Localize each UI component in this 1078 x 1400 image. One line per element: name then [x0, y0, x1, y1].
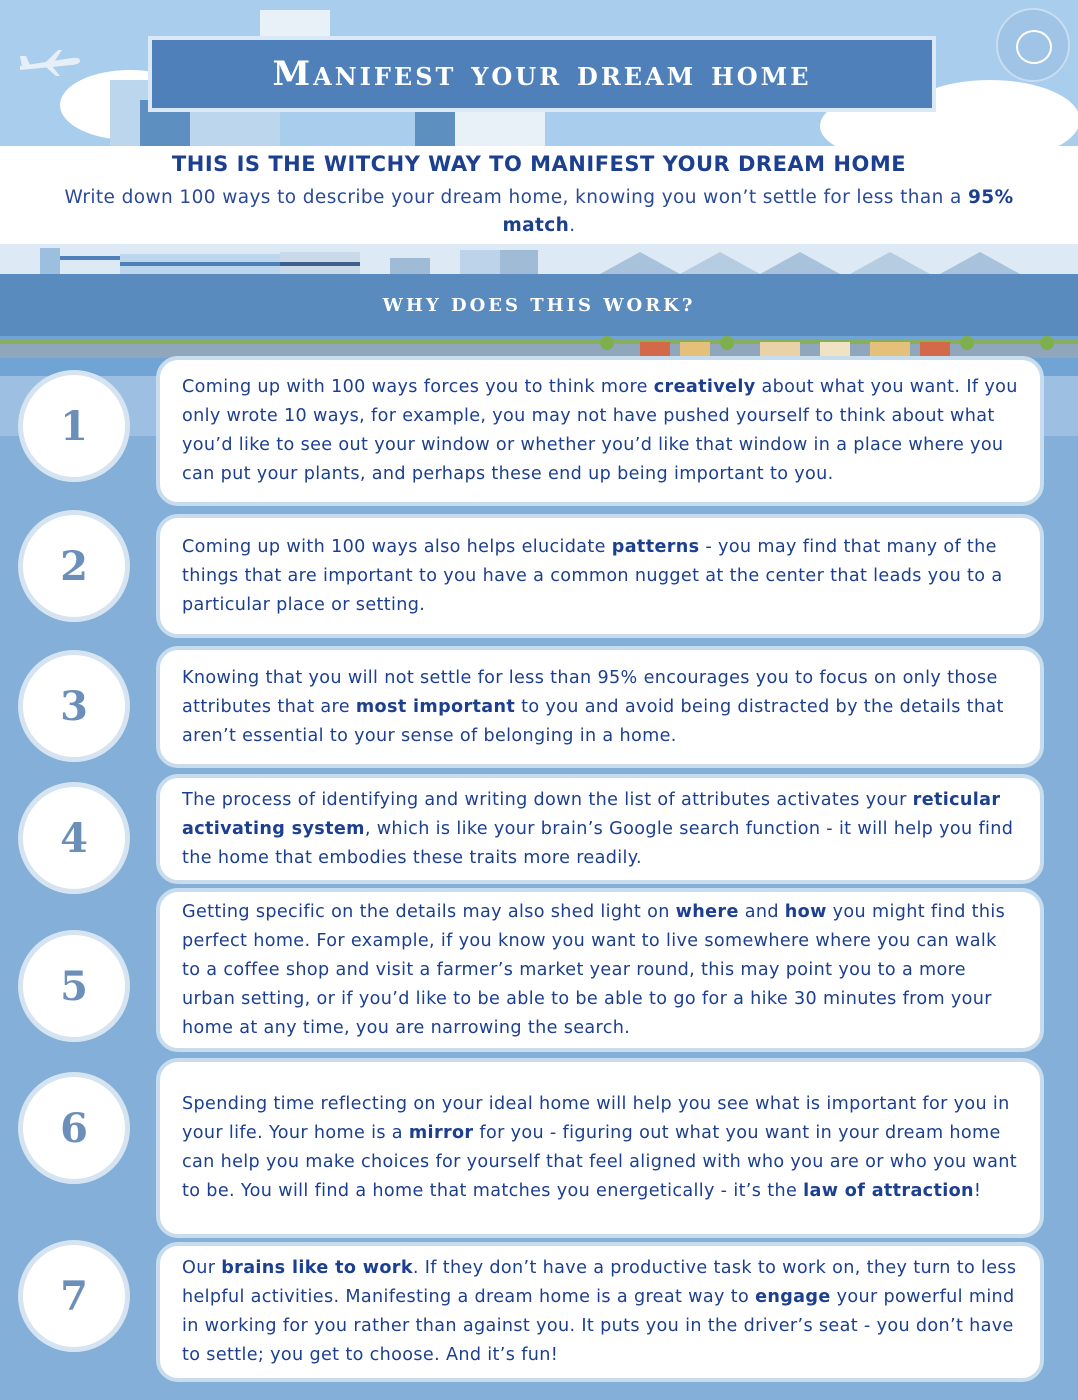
- building: [415, 106, 455, 146]
- intro-body-end: .: [569, 215, 576, 236]
- city-strip: [0, 244, 1078, 274]
- item-number: 4: [60, 814, 88, 862]
- number-badge: [18, 782, 130, 894]
- intro-heading: THIS IS THE WITCHY WAY TO MANIFEST YOUR DREAM HOME: [171, 152, 907, 176]
- emphasis-text: law of attraction: [803, 1181, 974, 1201]
- why-band: [0, 274, 1078, 336]
- emphasis-text: reticular activating system: [182, 789, 1001, 839]
- reason-text: Our brains like to work. If they don’t have a productive task to work on, they turn to less helpful activities. Manifesting a dream home is a great way to engage your powerful mind in working for you rather than against you. It puts you in the driver’s seat - you don’t have to settle; you get to choose. And it’s fun!: [182, 1258, 1017, 1365]
- emphasis-text: patterns: [611, 536, 700, 557]
- reason-card: [156, 356, 1044, 506]
- number-badge: [18, 1072, 130, 1184]
- number-badge: [18, 370, 130, 482]
- title-box: [148, 36, 936, 112]
- why-heading: WHY DOES THIS WORK?: [382, 294, 696, 316]
- reason-text: Coming up with 100 ways also helps elucidate patterns - you may find that many of the things that are important to you have a common nugget at the center that leads you to a particular place or setting.: [182, 536, 1003, 615]
- emphasis-text: most important: [355, 696, 516, 717]
- reason-card: [156, 514, 1044, 638]
- number-badge: [18, 650, 130, 762]
- emphasis-text: brains like to work: [221, 1258, 413, 1278]
- page-title: Manifest your dream home: [272, 54, 812, 94]
- witchy-and-well-logo-icon: [996, 8, 1070, 82]
- reason-text: The process of identifying and writing down the list of attributes activates your reticular activating system, which is like your brain’s Google search function - it will help you find the home that embodies these traits more readily.: [182, 789, 1014, 868]
- intro-body-text: Write down 100 ways to describe your dream home, knowing you won’t settle for less than a: [64, 187, 969, 208]
- airplane-icon: [18, 48, 82, 78]
- intro-section: [0, 146, 1078, 244]
- reason-card: [156, 774, 1044, 884]
- reason-text: Coming up with 100 ways forces you to think more creatively about what you want. If you only wrote 10 ways, for example, you may not have pushed yourself to think about what you’d like to see out your window or whether you’d like that window in a place where you can put your plants, and perhaps these end up being important to you.: [182, 377, 1018, 484]
- emphasis-text: engage: [755, 1287, 831, 1307]
- item-number: 5: [60, 962, 88, 1010]
- reason-card: [156, 888, 1044, 1052]
- reason-card: [156, 646, 1044, 768]
- emphasis-text: creatively: [653, 377, 756, 397]
- number-badge: [18, 930, 130, 1042]
- item-number: 7: [60, 1272, 88, 1320]
- intro-body-bold: 95% match: [502, 187, 1014, 236]
- emphasis-text: mirror: [408, 1123, 474, 1143]
- reason-text: Getting specific on the details may also shed light on where and how you might find this perfect home. For example, if you know you want to live somewhere where you can walk to a coffee shop and visit a farmer’s market year round, this may point you to a more urban setting, or if you’d like to be able to be able to go for a hike 30 minutes from your home at any time, you are narrowing the search.: [182, 901, 1006, 1038]
- reason-text: Knowing that you will not settle for less than 95% encourages you to focus on only those attributes that are most important to you and avoid being distracted by the details that aren’t essential to your sense of belonging in a home.: [182, 667, 1004, 746]
- intro-body: [49, 184, 1029, 240]
- item-number: 3: [60, 682, 88, 730]
- emphasis-text: how: [784, 901, 827, 922]
- item-number: 1: [60, 402, 88, 450]
- reason-card: [156, 1242, 1044, 1382]
- header-banner: [0, 0, 1078, 146]
- emphasis-text: where: [675, 901, 739, 922]
- item-number: 6: [60, 1104, 88, 1152]
- number-badge: [18, 1240, 130, 1352]
- number-badge: [18, 510, 130, 622]
- reason-card: [156, 1058, 1044, 1238]
- item-number: 2: [60, 542, 88, 590]
- reason-text: Spending time reflecting on your ideal home will help you see what is important for you in your life. Your home is a mirror for you - figuring out what you want in your dream home can help you make choices for yourself that feel aligned with who you are or who you want to be. You will find a home that matches you energetically - it’s the law of attraction!: [182, 1094, 1018, 1201]
